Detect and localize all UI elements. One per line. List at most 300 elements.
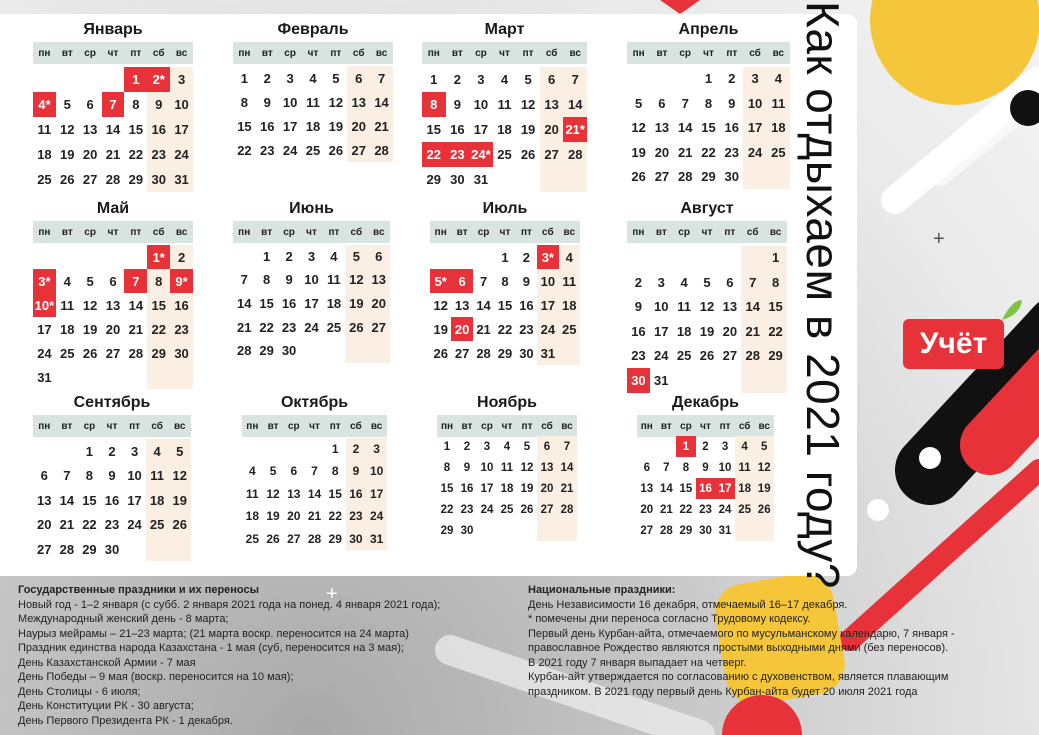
- day-cell: 8: [331, 464, 339, 479]
- weekday-header: ср: [676, 415, 696, 437]
- day-cell: 11: [500, 461, 514, 474]
- weekday-header: пт: [516, 42, 540, 64]
- day-cell: 12: [345, 268, 367, 292]
- weekday-header: пт: [516, 221, 537, 243]
- day-cell: 6: [368, 245, 390, 269]
- day-cell: 14: [741, 295, 764, 320]
- empty-cell: [56, 439, 79, 463]
- day-cell: 29: [440, 524, 454, 537]
- day-cell: 27: [37, 541, 52, 557]
- day-cell: 28: [677, 169, 693, 185]
- day-cell: 28: [563, 142, 587, 167]
- day-cell: 24: [718, 503, 732, 516]
- day-cell: 14: [677, 120, 693, 136]
- day-cell: 20: [654, 144, 670, 160]
- weekday-header: сб: [537, 415, 557, 437]
- day-cell: 24*: [469, 142, 493, 167]
- weekday-header: пт: [324, 42, 347, 64]
- day-cell: 13: [368, 268, 390, 292]
- day-cell: 14: [307, 486, 322, 501]
- weekday-header: сб: [346, 415, 367, 437]
- empty-cell: [696, 368, 719, 393]
- day-cell: 27: [537, 499, 557, 520]
- month-name: Октябрь: [280, 394, 349, 411]
- month-12: [637, 393, 774, 541]
- day-cell: 2: [263, 70, 271, 86]
- day-cell: 16: [631, 323, 646, 339]
- day-cell: 4: [249, 464, 256, 479]
- day-cell: 15: [679, 482, 693, 495]
- day-cell: 23: [724, 144, 740, 160]
- day-cell: 5: [635, 95, 643, 111]
- empty-cell: [674, 67, 697, 92]
- day-cell: 18: [735, 478, 755, 499]
- weekday-header: пн: [627, 42, 650, 64]
- day-cell: 1: [263, 248, 271, 264]
- weekday-header: вс: [754, 415, 774, 437]
- month-name: Июль: [482, 200, 528, 217]
- day-cell: 26: [168, 513, 191, 537]
- day-cell: 4: [503, 440, 511, 453]
- month-name: Январь: [83, 21, 143, 38]
- day-cell: 15: [440, 482, 454, 495]
- day-cell: 13: [454, 297, 470, 313]
- day-cell: 11: [767, 91, 790, 116]
- weekday-header: вс: [563, 42, 587, 64]
- brand-logo: Учёт: [903, 319, 1004, 369]
- day-cell: 30: [147, 167, 170, 192]
- day-cell: 9*: [170, 269, 193, 293]
- footer-line: День Столицы - 6 июля;: [18, 685, 141, 698]
- day-cell: 26: [520, 147, 536, 162]
- day-cell: 22: [422, 142, 446, 167]
- day-cell: 21: [370, 114, 393, 138]
- day-cell: 25: [305, 142, 321, 158]
- weekday-header: пт: [715, 415, 735, 437]
- day-cell: 3: [307, 248, 316, 264]
- weekday-header: чт: [497, 415, 517, 437]
- footer-national-holidays: [528, 583, 1028, 699]
- day-cell: 1: [501, 249, 509, 265]
- weekday-header: вс: [168, 415, 191, 437]
- day-cell: 15: [426, 122, 442, 137]
- day-cell: 7: [311, 464, 318, 479]
- day-cell: 20: [82, 147, 98, 162]
- day-cell: 9: [108, 468, 116, 484]
- day-cell: 18: [305, 118, 321, 134]
- month-10: [242, 393, 387, 550]
- day-cell: 4: [767, 67, 790, 92]
- empty-cell: [33, 245, 56, 269]
- day-cell: 18: [500, 482, 514, 495]
- day-cell: 17: [366, 483, 387, 506]
- empty-cell: [79, 245, 102, 269]
- day-cell: 7: [63, 468, 71, 484]
- footer-line: Международный женский день - 8 марта;: [18, 613, 229, 625]
- day-cell: 18: [326, 296, 342, 312]
- day-cell: 16: [460, 482, 474, 495]
- day-cell: 22: [147, 317, 170, 341]
- weekday-header: вт: [446, 42, 470, 64]
- day-cell: 29: [426, 172, 442, 187]
- weekday-header: чт: [494, 221, 515, 243]
- month-grid: [627, 221, 787, 393]
- empty-cell: [33, 67, 56, 92]
- day-cell: 29: [497, 345, 513, 361]
- day-cell: 9: [147, 92, 170, 117]
- day-cell: 16: [170, 293, 193, 317]
- empty-cell: [696, 246, 719, 271]
- day-cell: 25: [245, 531, 260, 546]
- empty-cell: [650, 67, 673, 92]
- empty-cell: [102, 245, 125, 269]
- day-cell: 10: [537, 269, 558, 293]
- day-cell: 5: [269, 464, 277, 479]
- day-cell: 24: [127, 517, 142, 533]
- weekday-header: вс: [559, 221, 580, 243]
- weekday-header: пн: [627, 221, 650, 243]
- day-cell: 26: [328, 142, 344, 158]
- plus-decor: +: [326, 583, 338, 605]
- day-cell: 24: [537, 317, 558, 341]
- footer-line: День Казахстанской Армии - 7 мая: [18, 656, 196, 669]
- weekday-header: пн: [437, 415, 457, 437]
- month-grid: [33, 221, 193, 389]
- day-cell: 27: [347, 138, 370, 162]
- plus-decor: +: [933, 228, 945, 250]
- month-grid: [33, 415, 191, 561]
- empty-cell: [754, 520, 774, 541]
- day-cell: 7: [240, 272, 248, 288]
- empty-cell: [56, 365, 79, 389]
- empty-cell: [637, 436, 657, 457]
- day-cell: 9: [285, 272, 293, 288]
- footer-line: Наурыз мейрамы – 21–23 марта; (21 марта воскр. переносится на 24 марта): [18, 627, 409, 640]
- day-cell: 4: [146, 439, 169, 463]
- day-cell: 29: [328, 531, 342, 546]
- day-cell: 8: [682, 461, 690, 474]
- day-cell: 6: [290, 464, 298, 479]
- day-cell: 28: [476, 345, 491, 361]
- day-cell: 3*: [33, 269, 56, 293]
- weekday-header: ср: [469, 42, 493, 64]
- day-cell: 16: [260, 118, 275, 134]
- day-cell: 15: [764, 295, 787, 320]
- day-cell: 8: [704, 95, 713, 111]
- day-cell: 4: [309, 70, 317, 86]
- day-cell: 9: [702, 461, 709, 474]
- month-grid: [233, 221, 390, 363]
- day-cell: 13: [640, 482, 654, 495]
- day-cell: 20: [287, 509, 301, 524]
- day-cell: 17: [170, 117, 193, 142]
- day-cell: 25: [500, 503, 514, 516]
- day-cell: 27: [722, 348, 738, 364]
- day-cell: 19: [699, 323, 715, 339]
- empty-cell: [233, 245, 255, 269]
- day-cell: 8: [422, 92, 446, 117]
- day-cell: 18: [245, 509, 260, 524]
- day-cell: 22: [701, 144, 716, 160]
- day-cell: 18: [559, 293, 580, 317]
- day-cell: 13: [654, 120, 670, 136]
- day-cell: 11: [559, 269, 580, 293]
- weekday-header: чт: [493, 42, 517, 64]
- month-1: [33, 20, 193, 192]
- day-cell: 5: [703, 274, 711, 290]
- day-cell: 22: [328, 509, 342, 524]
- day-cell: 5: [86, 273, 94, 289]
- weekday-header: сб: [147, 42, 170, 64]
- day-cell: 1*: [147, 245, 170, 269]
- day-cell: 19: [520, 122, 536, 137]
- day-cell: 25: [497, 147, 512, 162]
- month-name: Сентябрь: [73, 394, 151, 411]
- footer-line: Курбан-айт утверждается по согласованию с духовенством, является плавающим: [528, 671, 949, 683]
- day-cell: 27: [454, 345, 470, 361]
- day-cell: 13: [37, 492, 52, 508]
- weekday-header: вт: [263, 415, 284, 437]
- day-cell: 11: [327, 272, 341, 288]
- weekday-header: вт: [256, 42, 279, 64]
- day-cell: 17: [304, 296, 319, 312]
- day-cell: 7: [557, 436, 577, 457]
- empty-cell: [764, 368, 787, 393]
- month-4: [627, 20, 790, 189]
- empty-cell: [451, 245, 472, 269]
- day-cell: 3: [657, 274, 665, 290]
- day-cell: 25: [676, 348, 692, 364]
- day-cell: 20: [451, 317, 472, 341]
- day-cell: 25: [37, 172, 52, 187]
- day-cell: 31: [718, 524, 732, 537]
- footer-line: Праздник единства народа Казахстана - 1 мая (суб, переносится на 3 мая);: [18, 642, 404, 654]
- day-cell: 3: [286, 70, 294, 86]
- empty-cell: [718, 246, 741, 271]
- day-cell: 3: [477, 72, 485, 87]
- day-cell: 31: [473, 172, 489, 187]
- day-cell: 30: [519, 345, 534, 361]
- day-cell: 26: [345, 315, 367, 339]
- day-cell: 14: [236, 296, 252, 312]
- day-cell: 4: [559, 245, 580, 269]
- day-cell: 13: [347, 90, 370, 114]
- day-cell: 12: [168, 464, 191, 488]
- weekday-header: вт: [650, 42, 673, 64]
- day-cell: 28: [59, 541, 75, 557]
- footer-heading: Национальные праздники:: [528, 584, 676, 596]
- weekday-header: сб: [741, 221, 764, 243]
- day-cell: 21: [105, 147, 121, 162]
- day-cell: 27: [654, 169, 670, 185]
- weekday-header: чт: [696, 221, 719, 243]
- empty-cell: [124, 245, 147, 269]
- day-cell: 28: [557, 499, 577, 520]
- day-cell: 5: [524, 72, 532, 87]
- day-cell: 19: [266, 509, 280, 524]
- empty-cell: [767, 165, 790, 190]
- day-cell: 12: [328, 94, 344, 110]
- day-cell: 29: [128, 172, 144, 187]
- empty-cell: [430, 245, 451, 269]
- day-cell: 31: [537, 341, 558, 365]
- day-cell: 20: [640, 503, 654, 516]
- day-cell: 1: [430, 72, 438, 87]
- day-cell: 2: [170, 245, 193, 269]
- day-cell: 28: [128, 345, 144, 361]
- day-cell: 5: [168, 439, 191, 463]
- day-cell: 10: [743, 91, 766, 116]
- day-cell: 10*: [33, 293, 56, 317]
- day-cell: 2: [453, 72, 461, 87]
- day-cell: 27: [82, 172, 98, 187]
- day-cell: 2: [285, 248, 293, 264]
- day-cell: 30: [699, 524, 712, 537]
- day-cell: 19: [520, 482, 534, 495]
- weekday-header: ср: [279, 42, 302, 64]
- day-cell: 2: [702, 440, 709, 453]
- day-cell: 17: [743, 116, 766, 141]
- month-grid: [437, 415, 577, 541]
- day-cell: 9: [346, 460, 367, 483]
- day-cell: 22: [497, 321, 513, 337]
- day-cell: 23: [460, 503, 474, 516]
- day-cell: 12: [60, 122, 75, 137]
- weekday-header: пн: [33, 42, 56, 64]
- day-cell: 12: [631, 120, 646, 136]
- empty-cell: [368, 339, 390, 363]
- weekday-header: сб: [743, 42, 766, 64]
- weekday-header: пн: [430, 221, 451, 243]
- footer-line: Первый день Курбан-айта, отмечаемого по мусульманскому календарю, 7 января -: [528, 627, 955, 640]
- empty-cell: [300, 339, 322, 363]
- day-cell: 30: [346, 528, 367, 551]
- day-cell: 22: [259, 319, 274, 335]
- day-cell: 3: [130, 444, 139, 460]
- day-cell: 12: [699, 299, 715, 315]
- day-cell: 16: [346, 483, 367, 506]
- weekday-header: ср: [673, 221, 696, 243]
- day-cell: 7: [741, 270, 764, 295]
- weekday-header: пт: [325, 415, 346, 437]
- empty-cell: [79, 67, 102, 92]
- day-cell: 12: [754, 457, 774, 478]
- day-cell: 18: [676, 323, 692, 339]
- month-grid: [233, 42, 393, 162]
- day-cell: 26: [60, 172, 75, 187]
- day-cell: 9: [263, 94, 271, 110]
- day-cell: 6: [109, 273, 117, 289]
- day-cell: 10: [282, 94, 298, 110]
- day-cell: 23: [260, 142, 275, 158]
- empty-cell: [263, 438, 284, 461]
- day-cell: 23: [446, 142, 470, 167]
- empty-cell: [493, 167, 517, 192]
- day-cell: 28: [105, 172, 121, 187]
- weekday-header: вт: [457, 415, 477, 437]
- day-cell: 5: [345, 245, 367, 269]
- day-cell: 15: [237, 118, 252, 134]
- day-cell: 5*: [430, 269, 451, 293]
- empty-cell: [673, 246, 696, 271]
- day-cell: 30: [724, 169, 740, 185]
- day-cell: 30: [104, 541, 120, 557]
- day-cell: 10: [718, 461, 732, 474]
- empty-cell: [497, 520, 517, 541]
- day-cell: 15: [128, 122, 144, 137]
- weekday-header: пн: [33, 221, 56, 243]
- day-cell: 13: [540, 92, 564, 117]
- weekday-header: пн: [242, 415, 263, 437]
- day-cell: 20: [368, 292, 390, 316]
- day-cell: 17: [537, 293, 558, 317]
- day-cell: 22: [82, 517, 97, 533]
- day-cell: 21: [557, 478, 577, 499]
- day-cell: 14: [557, 457, 577, 478]
- day-cell: 6: [540, 67, 564, 92]
- page-title: Как отдыхаем в 2021 году?: [797, 1, 849, 589]
- day-cell: 23: [147, 142, 170, 167]
- day-cell: 31: [654, 372, 669, 388]
- day-cell: 2: [463, 440, 471, 453]
- day-cell: 1: [676, 436, 696, 457]
- weekday-header: вт: [451, 221, 472, 243]
- weekday-header: ср: [283, 415, 304, 437]
- month-grid: [430, 221, 580, 365]
- weekday-header: сб: [347, 42, 370, 64]
- day-cell: 21: [128, 321, 144, 337]
- day-cell: 31: [37, 369, 52, 385]
- footer-line: День Первого Президента РК - 1 декабря.: [18, 714, 233, 727]
- day-cell: 25: [60, 345, 75, 361]
- weekday-header: вс: [557, 415, 577, 437]
- day-cell: 12: [82, 297, 98, 313]
- day-cell: 22: [679, 503, 693, 516]
- day-cell: 16: [519, 297, 534, 313]
- weekday-header: пт: [124, 42, 147, 64]
- empty-cell: [147, 365, 170, 389]
- day-cell: 13: [722, 299, 738, 315]
- day-cell: 29: [679, 524, 693, 537]
- day-cell: 19: [328, 118, 344, 134]
- day-cell: 13: [105, 297, 121, 313]
- empty-cell: [627, 67, 650, 92]
- day-cell: 22: [237, 142, 252, 158]
- empty-cell: [563, 167, 587, 192]
- day-cell: 11: [677, 299, 691, 315]
- day-cell: 17: [282, 118, 298, 134]
- day-cell: 20: [540, 117, 564, 142]
- weekday-header: сб: [735, 415, 755, 437]
- footer-heading: Государственные праздники и их переносы: [18, 584, 260, 596]
- day-cell: 11: [735, 457, 755, 478]
- empty-cell: [743, 165, 766, 190]
- weekday-header: сб: [146, 415, 169, 437]
- footer-line: День Победы – 9 мая (воскр. переносится на 10 мая);: [18, 671, 294, 683]
- empty-cell: [477, 520, 497, 541]
- day-cell: 6: [643, 461, 650, 474]
- day-cell: 7: [102, 92, 125, 117]
- day-cell: 3: [170, 67, 193, 92]
- weekday-header: вс: [370, 42, 393, 64]
- day-cell: 14: [659, 482, 673, 495]
- day-cell: 21: [59, 517, 75, 533]
- day-cell: 29: [82, 541, 97, 557]
- day-cell: 1: [704, 71, 713, 87]
- month-9: [33, 393, 191, 561]
- day-cell: 7: [370, 66, 393, 90]
- empty-cell: [304, 438, 325, 461]
